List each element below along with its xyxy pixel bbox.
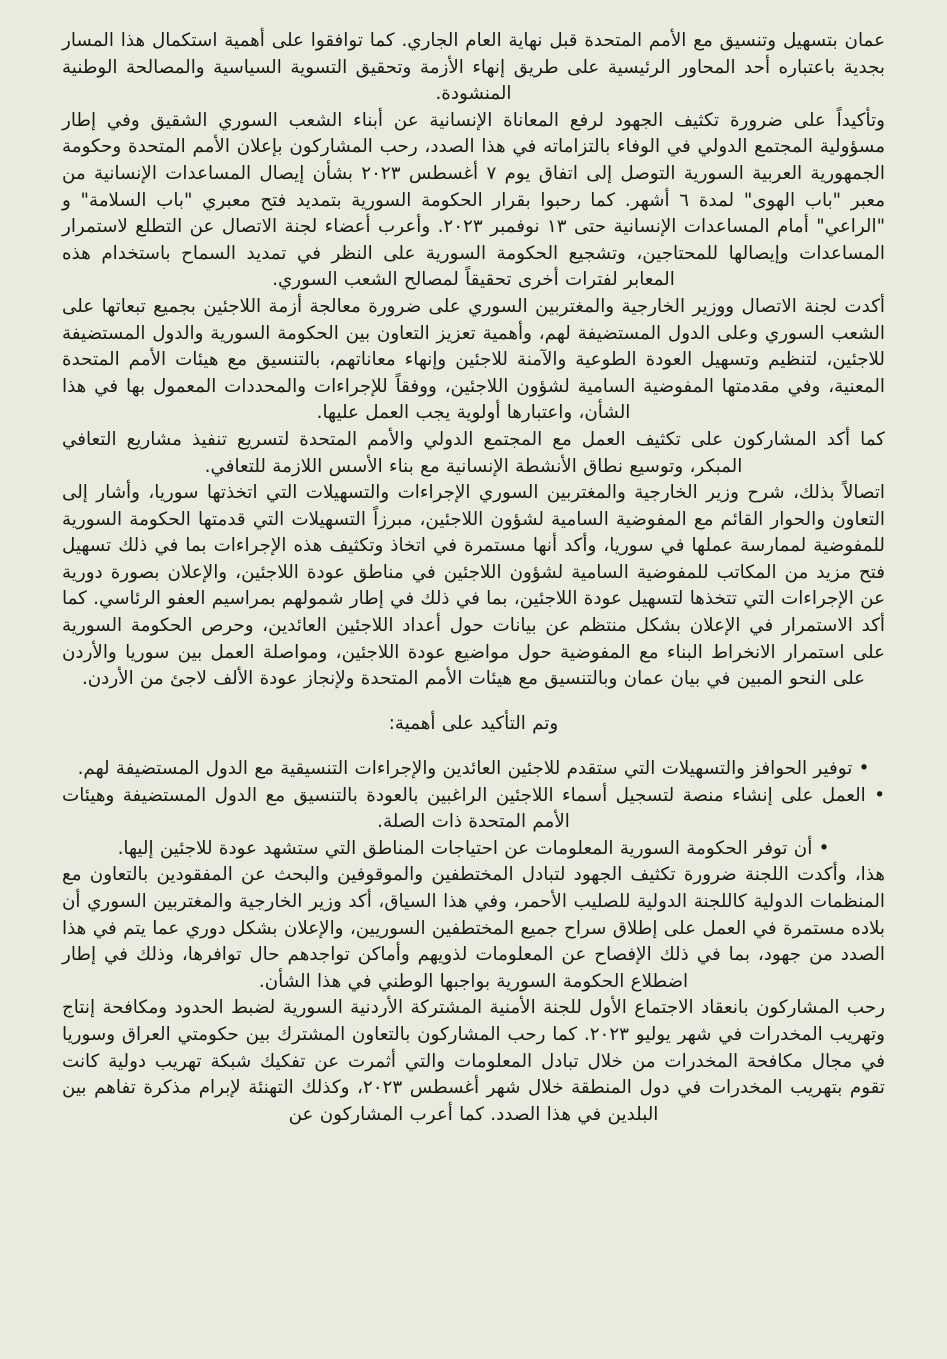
list-item (62, 836, 885, 863)
paragraph-2: وتأكيداً على ضرورة تكثيف الجهود لرفع المعاناة الإنسانية عن أبناء الشعب السوري الشقيق وفي إطار مسؤولية المجتمع الدولي في الوفاء بالتزاماته في هذا الصدد، رحب المشاركون بإعلان الأمم المتحدة وحكومة الجمهورية العربية السورية التوصل إلى اتفاق يوم ٧ أغسطس ٢٠٢٣ بشأن إيصال المساعدات الإنسانية من معبر "باب الهوى" لمدة ٦ أشهر. كما رحبوا بقرار الحكومة السورية بتمديد فتح معبري "باب السلامة" و "الراعي" أمام المساعدات الإنسانية حتى ١٣ نوفمبر ٢٠٢٣. وأعرب أعضاء لجنة الاتصال عن التطلع لاستمرار المساعدات وإيصالها للمحتاجين، وتشجيع الحكومة السورية على النظر في تمديد السماح باستخدام هذه المعابر لفترات أخرى تحقيقاً لمصالح الشعب السوري. (62, 109, 886, 291)
paragraph-5: اتصالاً بذلك، شرح وزير الخارجية والمغتربين السوري الإجراءات والتسهيلات التي اتخذتها سوريا، وأشار إلى التعاون والحوار القائم مع المفوضية السامية لشؤون اللاجئين، مبرزاً التسهيلات التي قدمتها الحكومة السورية للمفوضية لممارسة عملها في سوريا، وأكد أنها مستمرة في اتخاذ وتكثيف هذه الإجراءات بما في ذلك تسهيل فتح مزيد من المكاتب للمفوضية السامية لشؤون اللاجئين في مناطق عودة اللاجئين، والإعلان بصورة دورية عن الإجراءات التي تتخذها لتسهيل عودة اللاجئين، بما في ذلك في إطار شمولهم بمراسيم العفو الرئاسي. كما أكد الاستمرار في الإعلان بشكل منتظم عن بيانات حول أعداد اللاجئين العائدين، وحرص الحكومة السورية على استمرار الانخراط البناء مع المفوضية حول مواضيع عودة اللاجئين، ومواصلة العمل بين سوريا والأردن على النحو المبين في بيان عمان وبالتنسيق مع هيئات الأمم المتحدة ولإنجاز عودة الألف لاجئ من الأردن. (62, 482, 885, 690)
bullet-marker-icon: • (874, 784, 885, 806)
paragraph-4: كما أكد المشاركون على تكثيف العمل مع المجتمع الدولي والأمم المتحدة لتسريع تنفيذ مشاريع التعافي المبكر، وتوسيع نطاق الأنشطة الإنسانية مع بناء الأسس اللازمة للتعافي. (62, 428, 885, 477)
paragraph-1: عمان بتسهيل وتنسيق مع الأمم المتحدة قبل نهاية العام الجاري. كما توافقوا على أهمية استكمال هذا المسار بجدية باعتباره أحد المحاور الرئيسية على طريق إنهاء الأزمة وتحقيق التسوية السياسية والمصالحة الوطنية المنشودة. (62, 30, 885, 105)
paragraph-8: رحب المشاركون بانعقاد الاجتماع الأول للجنة الأمنية المشتركة الأردنية السورية لضبط الحدود ومكافحة إنتاج وتهريب المخدرات في شهر يوليو ٢٠٢٣. كما رحب المشاركون بالتعاون المشترك بين حكومتي العراق وسوريا في مجال مكافحة المخدرات من خلال تبادل المعلومات والتي أثمرت عن تفكيك شبكة تهريب دولية كانت تقوم بتهريب المخدرات في دول المنطقة خلال شهر أغسطس ٢٠٢٣، وكذلك التهنئة لإبرام مذكرة تفاهم بين البلدين في هذا الصدد. كما أعرب المشاركون عن (62, 997, 885, 1125)
list-lead-in: وتم التأكيد على أهمية: (388, 713, 559, 735)
list-item-label: توفير الحوافز والتسهيلات التي ستقدم للاجئين العائدين والإجراءات التنسيقية مع الدول المستضيفة لهم. (77, 758, 853, 780)
list-item (62, 756, 885, 783)
document-text-body (62, 28, 885, 1128)
list-item-label: العمل على إنشاء منصة لتسجيل أسماء اللاجئين الراغبين بالعودة بالتنسيق مع الدول المستضيفة وهيئات الأمم المتحدة ذات الصلة. (62, 784, 866, 833)
bullet-marker-icon: • (818, 837, 830, 859)
bullet-marker-icon: • (858, 758, 870, 780)
list-item (62, 783, 885, 836)
list-item-label: أن توفر الحكومة السورية المعلومات عن احتياجات المناطق التي ستشهد عودة للاجئين إليها. (117, 837, 813, 859)
paragraph-7: هذا، وأكدت اللجنة ضرورة تكثيف الجهود لتبادل المختطفين والموقوفين والبحث عن المفقودين بالتعاون مع المنظمات الدولية كاللجنة الدولية للصليب الأحمر، وفي هذا السياق، أكد وزير الخارجية والمغتربين السوري أن بلاده مستمرة في العمل على إطلاق سراح جميع المختطفين السوريين، والإعلان بشكل دوري عما يتم في هذا الصدد من جهود، بما في ذلك الإفصاح عن المعلومات لذويهم وأماكن تواجدهم حال توافرها، وذلك في إطار اضطلاع الحكومة السورية بواجبها الوطني في هذا الشأن. (62, 864, 885, 992)
paragraph-3: أكدت لجنة الاتصال ووزير الخارجية والمغتربين السوري على ضرورة معالجة أزمة اللاجئين بجميع تبعاتها على الشعب السوري وعلى الدول المستضيفة لهم، وأهمية تعزيز التعاون بين الحكومة السورية والدول المستضيفة للاجئين، لتنظيم وتسهيل العودة الطوعية والآمنة للاجئين وإنهاء معاناتهم، بالتنسيق مع هيئات الأمم المتحدة المعنية، وفي مقدمتها المفوضية السامية لشؤون اللاجئين، ووفقاً للإجراءات والمحددات المعمول بها في هذا الشأن، واعتبارها أولوية يجب العمل عليها. (62, 295, 885, 424)
